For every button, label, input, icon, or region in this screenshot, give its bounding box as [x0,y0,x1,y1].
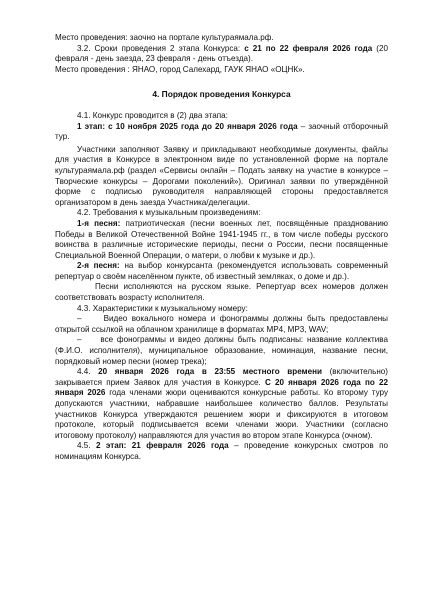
section-4-3: 4.3. Характеристики к музыкальному номеру: [77,303,248,313]
song-1-paragraph: 1-я песня: патриотическая (песни военных лет, посвящённые празднованию Победы в Великой Отечественной Войне 1941-1945 гг., в том числе победы русского воинства в различные исторические периоды, песни о России, песни посвященные Специальной Военной Операции, о матери, о любви к музыке и др.). [55,218,388,260]
participants-paragraph: Участники заполняют Заявку и прикладывают необходимые документы, файлы для участия в Конкурсе в электронном виде по установленной форме на портале культураямала.рф (раздел «Сервисы онлайн – Подать заявку на участие в конкурсе – Творческие конкурсы – Дорогами поколений»). Оригинал заявки по утверждённой форме с подписью руководителя направляющей стороны предоставляется организатором в день заезда Участника/делегации. [55,144,388,207]
section-4-1: 4.1. Конкурс проводится в (2) два этапа: [77,110,228,120]
bullet-video: – Видео вокального номера и фонограммы должны быть предоставлены открытой ссылкой на облачном хранилище в форматах MP4, MP3, WAV; [55,314,389,334]
venue-line-stage1: Место проведения: заочно на портале культураямала.рф. [55,33,274,42]
venue-line-stage2: Место проведения : ЯНАО, город Салехард, ГАУК ЯНАО «ОЦНК». [55,64,305,74]
bullet-signing: – все фонограммы и видео должны быть подписаны: название коллектива (Ф.И.О. исполнителя), муниципальное образование, номинация, название песни, порядковый номер песни (номер трека); [55,335,388,366]
stage-1-line: 1 этап: с 10 ноября 2025 года до 20 января 2026 года – заочный отборочный тур. [55,121,388,142]
song-2-paragraph: 2-я песня: на выбор конкурсанта (рекомендуется использовать современный репертуар о своём населённом пункте, об известный земляках, о доме и др.). [55,261,388,281]
section-3-2: 3.2. Сроки проведения 2 этапа Конкурса: с 21 по 22 февраля 2026 года (20 февраля - день заезда, 23 февраля - день отъезда). [55,43,389,64]
language-paragraph: Песни исполняются на русском языке. Репертуар всех номеров должен соответствовать возрасту исполнителя. [55,282,388,303]
section-4-4: 4.4. 20 января 2026 года в 23:55 местного времени (включительно) закрывается прием Заявок для участия в Конкурсе. С 20 января 2026 года по 22 января 2026 года членами жюри оцениваются конкурсные работы. Ко второму туру допускаются участники, набравшие наибольшее количество баллов. Результаты участников Конкурса утверждаются решением жюри и фиксируются в итоговом протоколе, который подписывается всеми членами жюри. Участники (согласно итоговому протоколу) направляются для участия во втором этапе Конкурса (очном). [55,367,389,440]
section-4-5: 4.5. 2 этап: 21 февраля 2026 года – проведение конкурсных смотров по номинациям Конкурса. [55,441,389,461]
section-heading: 4. Порядок проведения Конкурса [152,89,291,100]
section-4-2: 4.2. Требования к музыкальным произведениям: [77,208,261,218]
